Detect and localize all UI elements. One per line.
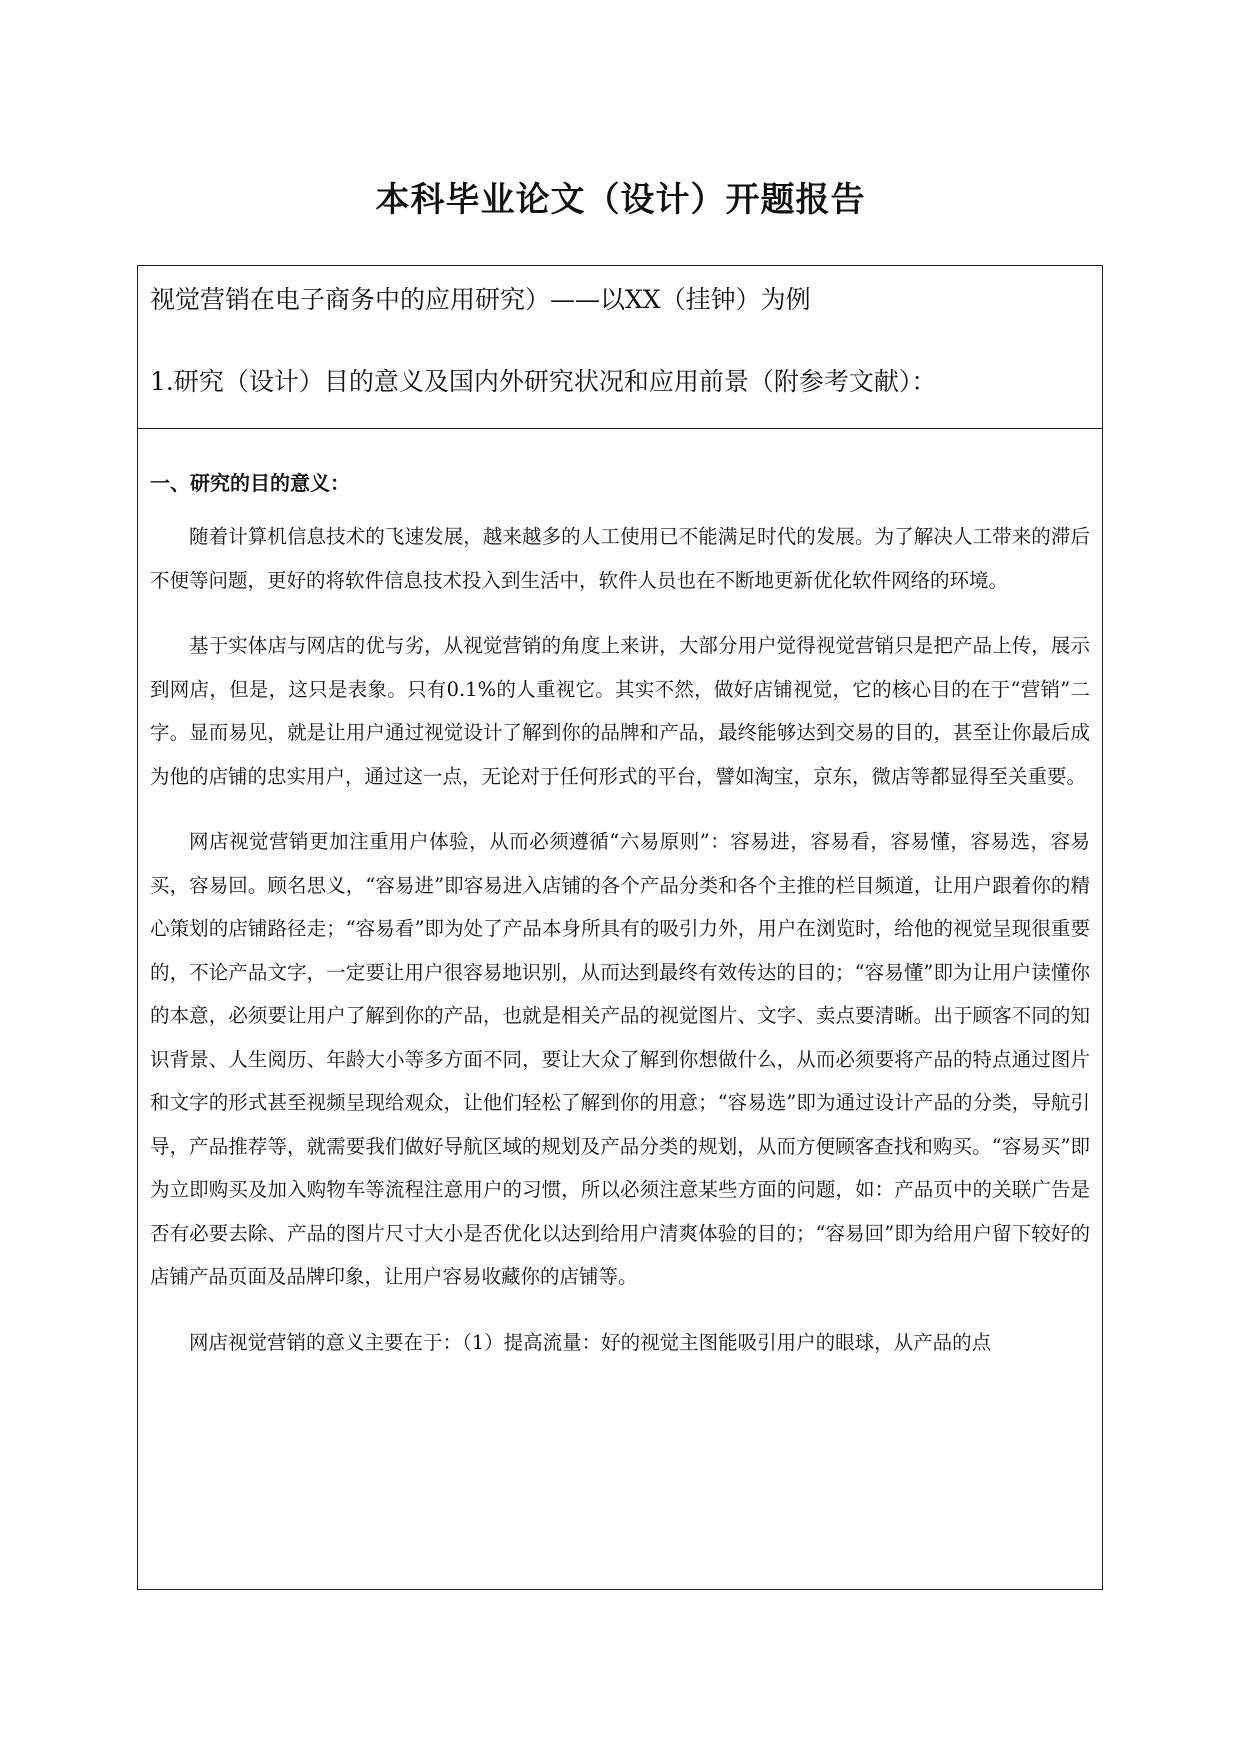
paragraph-4: 网店视觉营销的意义主要在于：（1）提高流量：好的视觉主图能吸引用户的眼球，从产品的点 <box>189 1330 992 1354</box>
report-form-table <box>137 265 1103 1590</box>
paragraph-3: 网店视觉营销更加注重用户体验，从而必须遵循“六易原则”：容易进，容易看，容易懂，容易选，容易买，容易回。顾名思义，“容易进”即容易进入店铺的各个产品分类和各个主推的栏目频道，让用户跟着你的精心策划的店铺路径走；“容易看”即为处了产品本身所具有的吸引力外，用户在浏览时，给他的视觉呈现很重要的，不论产品文字，一定要让用户很容易地识别，从而达到最终有效传达的目的；“容易懂”即为让用户读懂你的本意，必须要让用户了解到你的产品，也就是相关产品的视觉图片、文字、卖点要清晰。出于顾客不同的知识背景、人生阅历、年龄大小等多方面不同，要让大众了解到你想做什么，从而必须要将产品的特点通过图片和文字的形式甚至视频呈现给观众，让他们轻松了解到你的用意；“容易选”即为通过设计产品的分类，导航引导，产品推荐等，就需要我们做好导航区域的规划及产品分类的规划，从而方便顾客查找和购买。“容易买”即为立即购买及加入购物车等流程注意用户的习惯，所以必须注意某些方面的问题，如：产品页中的关联广告是否有必要去除、产品的图片尺寸大小是否优化以达到给用户清爽体验的目的；“容易回”即为给用户留下较好的店铺产品页面及品牌印象，让用户容易收藏你的店铺等。 <box>150 830 1090 1288</box>
document-title: 本科毕业论文（设计）开题报告 <box>375 180 866 220</box>
body-paragraphs <box>150 515 1090 1386</box>
header-cell <box>138 266 1102 429</box>
paragraph-1: 随着计算机信息技术的飞速发展，越来越多的人工使用已不能满足时代的发展。为了解决人工带来的滞后不便等问题，更好的将软件信息技术投入到生活中，软件人员也在不断地更新优化软件网络的环境。 <box>150 525 1090 592</box>
section-heading: 一、研究的目的意义： <box>150 471 350 495</box>
section-question: 1.研究（设计）目的意义及国内外研究状况和应用前景（附参考文献）： <box>150 367 937 396</box>
content-cell <box>138 429 1102 1589</box>
thesis-topic: 视觉营销在电子商务中的应用研究）——以XX（挂钟）为例 <box>150 285 811 314</box>
paragraph-2: 基于实体店与网店的优与劣，从视觉营销的角度上来讲，大部分用户觉得视觉营销只是把产品上传，展示到网店，但是，这只是表象。只有0.1%的人重视它。其实不然，做好店铺视觉，它的核心目的在于“营销”二字。显而易见，就是让用户通过视觉设计了解到你的品牌和产品，最终能够达到交易的目的，甚至让你最后成为他的店铺的忠实用户，通过这一点，无论对于任何形式的平台，譬如淘宝，京东，微店等都显得至关重要。 <box>150 634 1090 788</box>
